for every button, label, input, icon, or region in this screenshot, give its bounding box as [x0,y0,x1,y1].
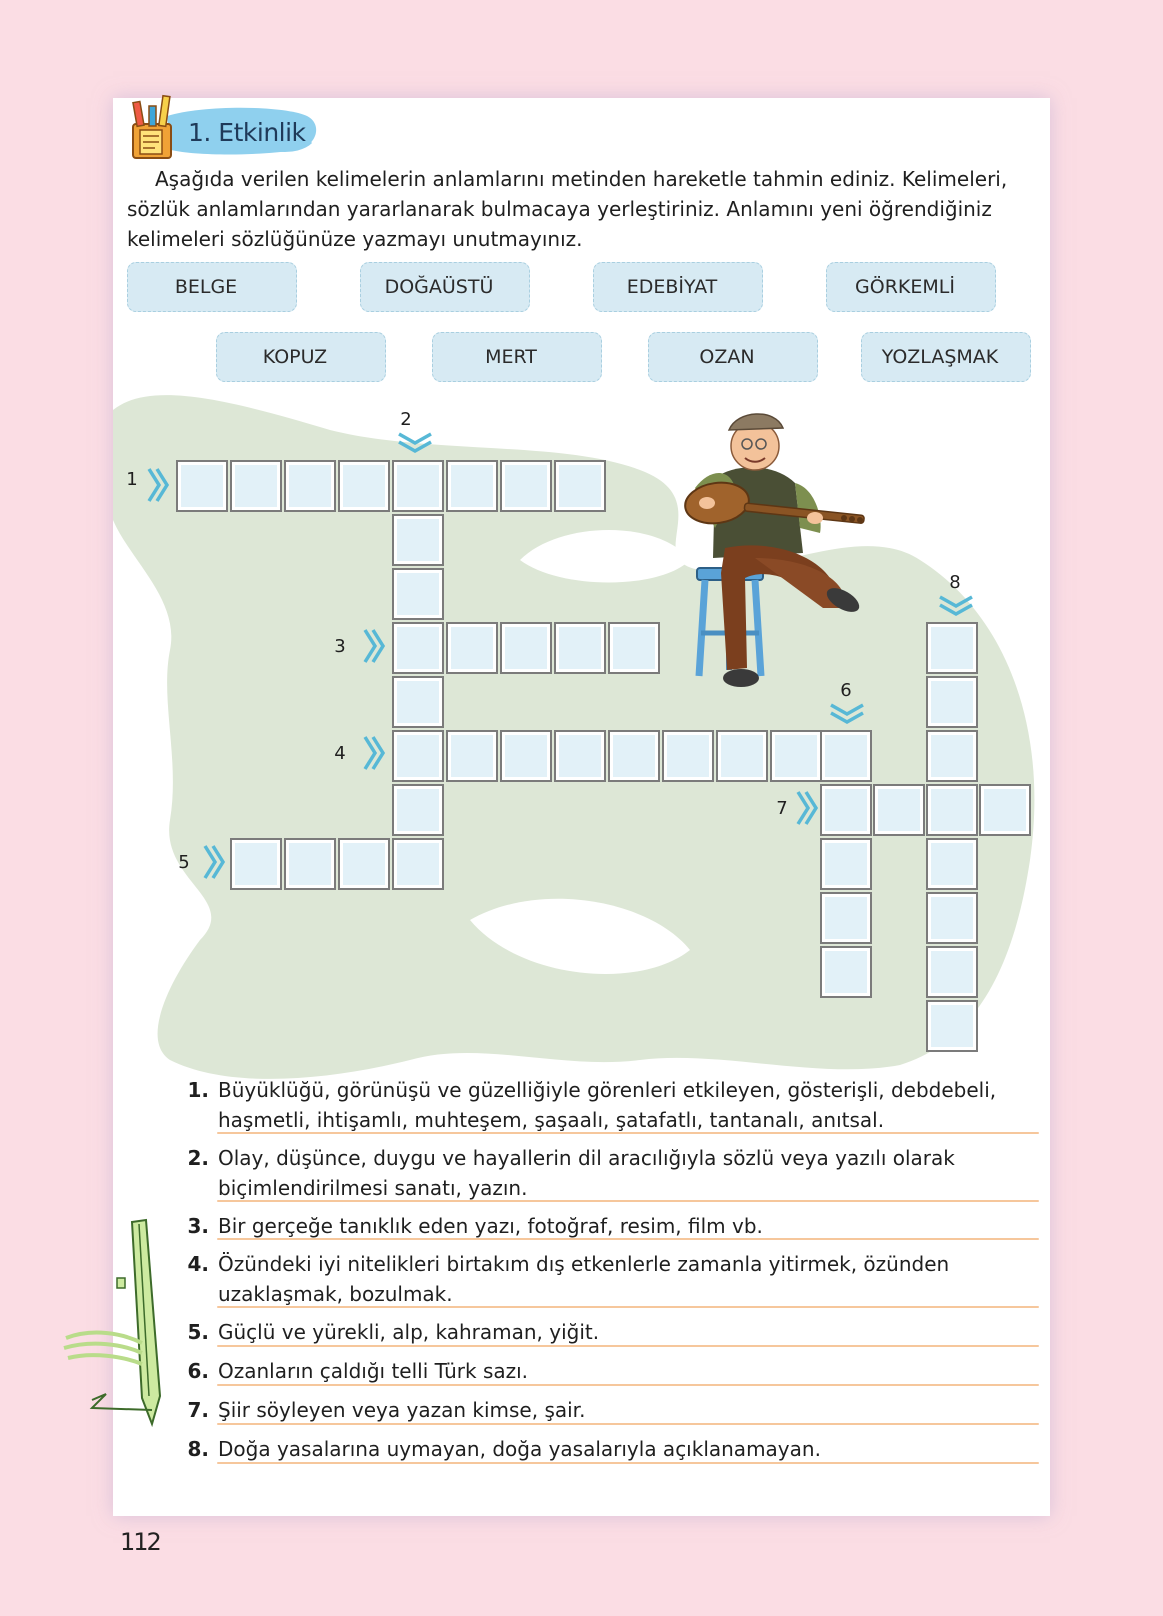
crossword-cell[interactable] [926,730,978,782]
crossword-cell[interactable] [392,460,444,512]
word-chip-label: EDEBİYAT [626,276,718,298]
arrow-down-icon [938,595,974,617]
clue-item-number: 8. [187,1437,209,1461]
crossword-cell[interactable] [230,838,282,890]
clue-underline [217,1462,1039,1464]
clue-item-text: Güçlü ve yürekli, alp, kahraman, yiğit. [218,1320,600,1344]
clue-underline [217,1384,1039,1386]
crossword-cell[interactable] [446,622,498,674]
word-chip-label: OZAN [699,346,755,368]
crossword-cell[interactable] [338,838,390,890]
clue-item-text: Büyüklüğü, görünüşü ve güzelliğiyle görenleri etkileyen, gösterişli, debdebeli, haşmetli, ihtişamlı, muhteşem, şaşaalı, şatafatlı, tantanalı, anıtsal. [218,1078,997,1132]
crossword-cell[interactable] [338,460,390,512]
crossword-cell[interactable] [392,730,444,782]
arrow-right-icon [203,844,227,880]
crossword-cell[interactable] [770,730,822,782]
clue-number-8: 8 [949,572,961,593]
crossword-cell[interactable] [500,730,552,782]
crossword-cell[interactable] [500,622,552,674]
clue-item [185,1143,1045,1203]
crossword-cell[interactable] [926,784,978,836]
activity-instructions: Aşağıda verilen kelimelerin anlamlarını metinden hareketle tahmin ediniz. Kelimeleri, sözlük anlamlarından yararlanarak bulmacaya yerleştiriniz. Anlamını yeni öğrendiğiniz kelimeleri sözlüğünüze yazmayı unutmayınız. [127,167,1008,251]
word-chip-label: YOZLAŞMAK [881,346,999,368]
clue-item-number: 4. [187,1252,209,1276]
clue-item-text: Olay, düşünce, duygu ve hayallerin dil aracılığıyla sözlü veya yazılı olarak biçimlendirilmesi sanatı, yazın. [218,1146,955,1200]
clue-item-text: Özündeki iyi nitelikleri birtakım dış etkenlerle zamanla yitirmek, özünden uzaklaşmak, bozulmak. [218,1252,950,1306]
activity-title: 1. Etkinlik [188,118,306,147]
clue-item-text: Bir gerçeğe tanıklık eden yazı, fotoğraf, resim, film vb. [218,1214,763,1238]
clue-underline [217,1306,1039,1308]
crossword-cell[interactable] [926,946,978,998]
crossword-cell[interactable] [873,784,925,836]
crossword-cell[interactable] [392,784,444,836]
crossword-cell[interactable] [820,946,872,998]
clue-number-6: 6 [840,680,852,701]
arrow-right-icon [363,628,387,664]
crossword-cell[interactable] [820,784,872,836]
clue-item-number: 5. [187,1320,209,1344]
clue-item-text: Doğa yasalarına uymayan, doğa yasalarıyla açıklanamayan. [218,1437,821,1461]
crossword-cell[interactable] [392,514,444,566]
clue-number-3: 3 [334,636,346,657]
crossword-cell[interactable] [608,730,660,782]
arrow-right-icon [363,735,387,771]
clue-item [185,1395,1045,1425]
crossword-cell[interactable] [230,460,282,512]
arrow-down-icon [397,432,433,454]
crossword-cell[interactable] [554,622,606,674]
crossword-cell[interactable] [926,838,978,890]
crossword-cell[interactable] [979,784,1031,836]
clue-number-5: 5 [178,852,190,873]
crossword-cell[interactable] [284,838,336,890]
crossword-cell[interactable] [500,460,552,512]
crossword-cell[interactable] [820,730,872,782]
crossword-cell[interactable] [820,838,872,890]
clue-underline [217,1132,1039,1134]
crossword-cell[interactable] [284,460,336,512]
crossword-cell[interactable] [662,730,714,782]
page-number: 112 [120,1528,160,1556]
crossword-cell[interactable] [926,1000,978,1052]
word-chip-label: BELGE [174,276,238,298]
clue-item [185,1434,1045,1464]
clue-number-4: 4 [334,743,346,764]
clue-item-number: 1. [187,1078,209,1102]
clue-underline [217,1200,1039,1202]
word-chip-label: MERT [485,346,537,368]
clue-number-1: 1 [126,469,138,490]
crossword-cell[interactable] [392,676,444,728]
crossword-cell[interactable] [716,730,768,782]
crossword-cell[interactable] [820,892,872,944]
arrow-down-icon [829,703,865,725]
crossword-cell[interactable] [176,460,228,512]
crossword-cell[interactable] [392,838,444,890]
clue-item [185,1211,1045,1241]
clue-item-number: 7. [187,1398,209,1422]
crossword-cell[interactable] [926,676,978,728]
crossword-cell[interactable] [446,460,498,512]
crossword-cell[interactable] [554,460,606,512]
arrow-right-icon [147,467,171,503]
clue-item-number: 3. [187,1214,209,1238]
clue-underline [217,1238,1039,1240]
crossword-cell[interactable] [446,730,498,782]
word-chip-label: DOĞAÜSTÜ [384,276,494,298]
crossword-cell[interactable] [392,622,444,674]
clue-item [185,1317,1045,1347]
crossword-cell[interactable] [926,892,978,944]
clue-item [185,1356,1045,1386]
crossword-cell[interactable] [392,568,444,620]
pencil-icon [62,1218,172,1430]
clue-item-text: Şiir söyleyen veya yazan kimse, şair. [218,1398,586,1422]
clue-item-number: 2. [187,1146,209,1170]
clue-underline [217,1345,1039,1347]
crossword-cell[interactable] [554,730,606,782]
clue-item-text: Ozanların çaldığı telli Türk sazı. [218,1359,529,1383]
clue-item [185,1249,1045,1309]
clue-number-7: 7 [776,798,788,819]
crossword-cell[interactable] [926,622,978,674]
clue-number-2: 2 [400,409,412,430]
clue-item [185,1075,1045,1135]
crossword-cell[interactable] [608,622,660,674]
clue-underline [217,1423,1039,1425]
clue-item-number: 6. [187,1359,209,1383]
arrow-right-icon [796,790,820,826]
musician-illustration [655,408,895,708]
word-chip-label: GÖRKEMLİ [855,276,955,298]
word-chip-label: KOPUZ [262,346,328,368]
